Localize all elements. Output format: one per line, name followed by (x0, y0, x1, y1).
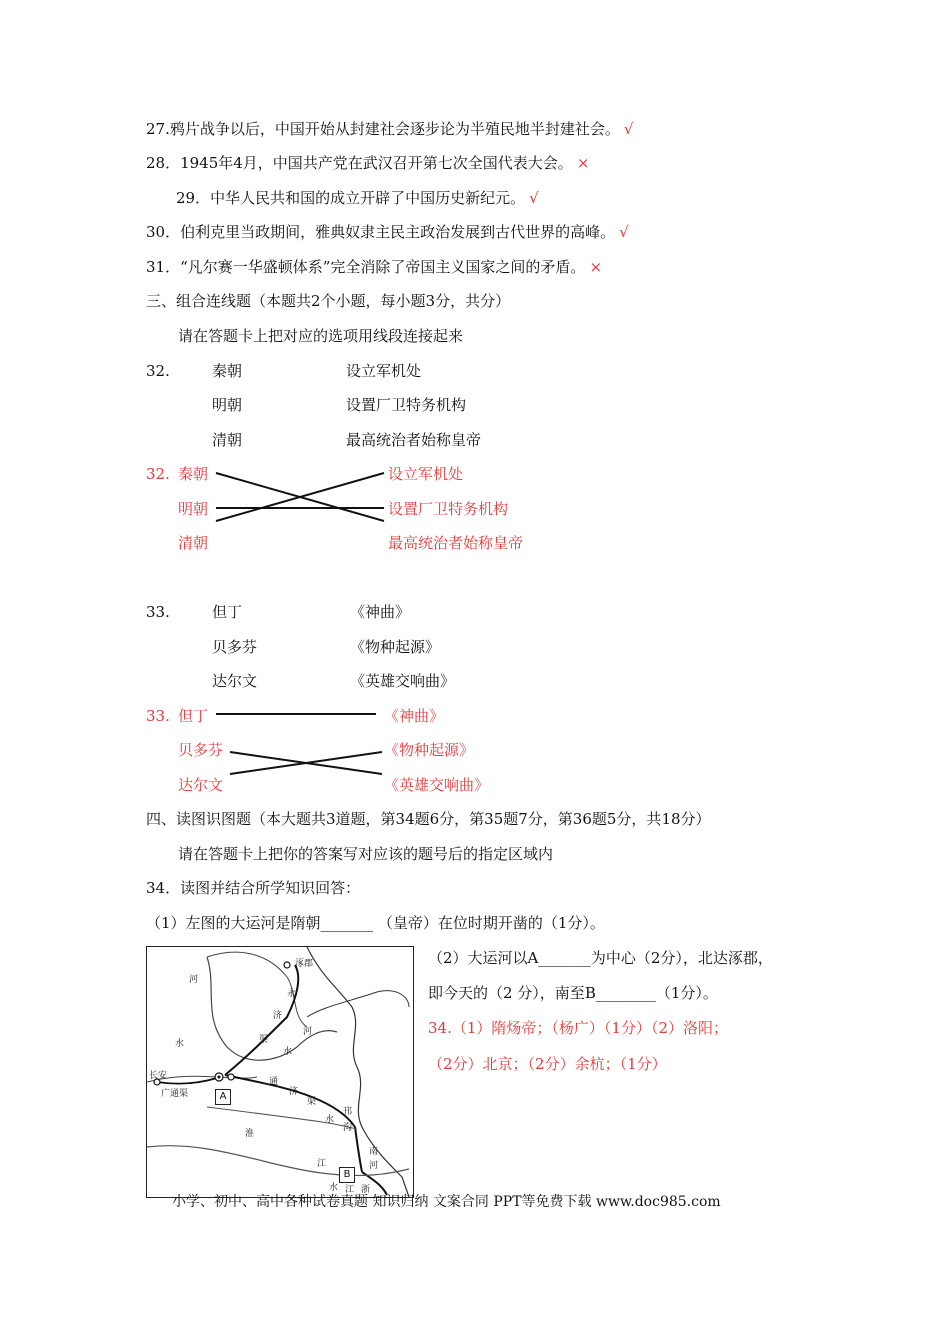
cross-mark: × (589, 258, 603, 276)
tf-item-27: 27.鸦片战争以后，中国开始从封建社会逐步论为半殖民地半封建社会。 √ (146, 120, 634, 138)
cross-mark: × (576, 154, 590, 172)
q32-number: 32. (146, 362, 170, 380)
page-footer: 小学、初中、高中各种试卷真题 知识归纳 文案合同 PPT等免费下载 www.doc985.com (172, 1194, 721, 1210)
tf-item-31: 31．“凡尔赛一华盛顿体系”完全消除了帝国主义国家之间的矛盾。 × (146, 258, 603, 276)
q33-left-1: 但丁 (212, 603, 243, 621)
q33-answer-left-2: 贝多芬 (178, 741, 224, 759)
check-mark: √ (623, 120, 634, 138)
q32-left-3: 清朝 (212, 431, 243, 449)
q33-left-3: 达尔文 (212, 672, 258, 690)
map-label-shui3: 水 (325, 1115, 335, 1125)
zhuojun-dot (284, 962, 290, 968)
map-label-qu: 渠 (259, 1035, 269, 1045)
map-label-zhuojun: 涿郡 (295, 959, 314, 969)
map-label-yong: 永 (287, 989, 297, 999)
tf-item-29: 29．中华人民共和国的成立开辟了中国历史新纪元。 √ (176, 189, 539, 207)
tf-item-28: 28．1945年4月，中国共产党在武汉召开第七次全国代表大会。 × (146, 154, 590, 172)
q33-answer-left-1: 但丁 (178, 707, 209, 725)
q34-stem: 34．读图并结合所学知识回答： (146, 879, 361, 897)
q32-answer-right-1: 设立军机处 (388, 465, 464, 483)
q33-answer-left-3: 达尔文 (178, 776, 224, 794)
section3-heading: 三、组合连线题（本题共2个小题，每小题3分，共分） (146, 292, 511, 310)
junction-dot (228, 1074, 234, 1080)
grand-canal-map (146, 946, 414, 1198)
q32-answer-number: 32. (146, 465, 170, 483)
map-label-gou: 沟 (343, 1123, 353, 1133)
map-drawing (147, 947, 413, 1197)
map-label-changan: 长安 (149, 1071, 168, 1081)
map-label-he2: 河 (303, 1027, 313, 1037)
map-label-guangtong: 广通渠 (161, 1089, 189, 1099)
q32-right-2: 设置厂卫特务机构 (346, 396, 467, 414)
section3-instruction: 请在答题卡上把对应的选项用线段连接起来 (178, 327, 464, 345)
map-label-tong: 通 (269, 1077, 279, 1087)
q34-sub2b: 即今天的（2 分），南至B________（1分）。 (428, 984, 718, 1002)
map-label-huai: 淮 (245, 1129, 255, 1139)
map-box-b: B (339, 1167, 355, 1183)
q32-left-2: 明朝 (212, 396, 243, 414)
map-label-shui4: 水 (329, 1183, 339, 1193)
q33-answer-right-2: 《物种起源》 (384, 741, 475, 759)
q33-right-1: 《神曲》 (350, 603, 411, 621)
map-label-nan: 南 (369, 1147, 379, 1157)
map-label-he1: 河 (189, 975, 199, 985)
q33-right-2: 《物种起源》 (350, 638, 441, 656)
q32-right-3: 最高统治者始称皇帝 (346, 431, 482, 449)
q32-answer-left-2: 明朝 (178, 500, 209, 518)
map-label-qu2: 渠 (307, 1097, 317, 1107)
q32-left-1: 秦朝 (212, 362, 243, 380)
q33-number: 33. (146, 603, 170, 621)
section4-instruction: 请在答题卡上把你的答案写对应该的题号后的指定区域内 (178, 845, 554, 863)
q34-answer-a: 34.（1）隋炀帝；（杨广）（1分）（2）洛阳； (428, 1019, 728, 1037)
q32-answer-left-1: 秦朝 (178, 465, 209, 483)
map-label-ji2: 济 (289, 1087, 299, 1097)
q34-answer-b: （2分）北京；（2分）余杭；（1分） (428, 1055, 667, 1073)
q32-answer-left-3: 清朝 (178, 534, 209, 552)
check-mark: √ (619, 223, 629, 241)
q33-answer-number: 33. (146, 707, 170, 725)
map-label-shui1: 水 (175, 1039, 185, 1049)
check-mark: √ (529, 189, 539, 207)
q34-sub2a: （2）大运河以A_______为中心（2分），北达涿郡， (428, 949, 773, 967)
q33-answer-right-1: 《神曲》 (384, 707, 445, 725)
q32-answer-right-3: 最高统治者始称皇帝 (388, 534, 524, 552)
map-label-zhe: 浙 (361, 1185, 371, 1195)
q34-sub1: （1）左图的大运河是隋朝_______ （皇帝）在位时期开凿的（1分）。 (146, 914, 605, 932)
map-label-jiang2: 江 (345, 1185, 355, 1195)
map-label-ji: 济 (273, 1011, 283, 1021)
map-label-shui2: 水 (283, 1047, 293, 1057)
map-label-jiang: 江 (317, 1159, 327, 1169)
map-label-he3: 河 (369, 1161, 379, 1171)
q33-right-3: 《英雄交响曲》 (350, 672, 456, 690)
tf-item-30: 30．伯利克里当政期间，雅典奴隶主民主政治发展到古代世界的高峰。 √ (146, 223, 629, 241)
map-box-a: A (215, 1089, 231, 1105)
q32-answer-right-2: 设置厂卫特务机构 (388, 500, 509, 518)
q33-left-2: 贝多芬 (212, 638, 258, 656)
q32-right-1: 设立军机处 (346, 362, 422, 380)
q33-answer-right-3: 《英雄交响曲》 (384, 776, 490, 794)
section4-heading: 四、读图识图题（本大题共3道题，第34题6分，第35题7分，第36题5分，共18分） (146, 810, 711, 828)
map-label-han: 邗 (343, 1107, 353, 1117)
